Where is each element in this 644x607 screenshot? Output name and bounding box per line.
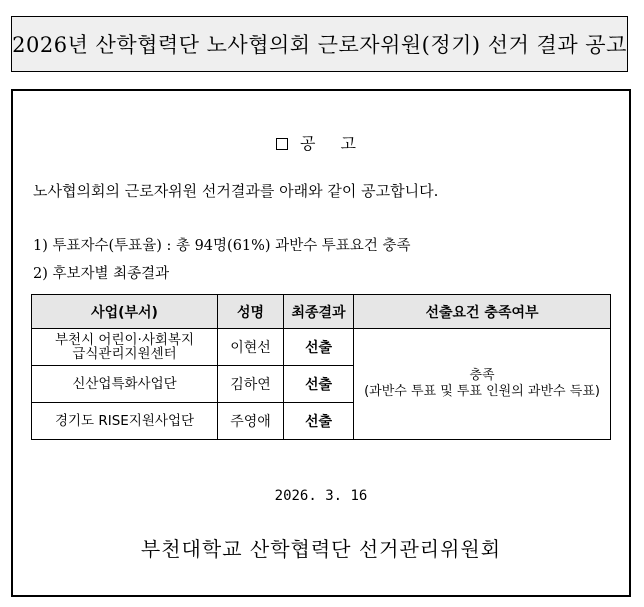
document-title: 2026년 산학협력단 노사협의회 근로자위원(정기) 선거 결과 공고 [12,33,627,57]
requirement-detail: (과반수 투표 및 투표 인원의 과반수 득표) [364,384,600,399]
committee-name: 부천대학교 산학협력단 선거관리위원회 [140,537,502,561]
result-cell: 선출 [284,403,354,440]
notice-heading [13,131,629,154]
header-name: 성명 [218,295,284,329]
title-box [11,16,628,72]
requirement-cell [354,329,611,440]
turnout-item: 1) 투표자수(투표율) : 총 94명(61%) 과반수 투표요건 충족 [33,238,411,254]
table-row [32,329,611,366]
table-header-row [32,295,611,329]
notice-intro: 노사협의회의 근로자위원 선거결과를 아래와 같이 공고합니다. [33,182,439,200]
name-cell: 이현선 [218,329,284,366]
notice-heading-text: 공 고 [300,134,366,153]
header-requirement: 선출요건 충족여부 [354,295,611,329]
department-cell [32,329,218,366]
name-cell: 주영애 [218,403,284,440]
department-cell: 경기도 RISE지원사업단 [32,403,218,440]
notice-box [11,89,631,597]
name-cell: 김하연 [218,366,284,403]
department-line: 급식관리지원센터 [72,346,177,362]
header-department: 사업(부서) [32,295,218,329]
department-line: 부천시 어린이·사회복지 [55,332,194,348]
header-result: 최종결과 [284,295,354,329]
results-table [31,294,611,440]
notice-date: 2026. 3. 16 [274,488,368,504]
results-item: 2) 후보자별 최종결과 [33,266,170,282]
requirement-status: 충족 [469,368,495,383]
department-cell: 신산업특화사업단 [32,366,218,403]
square-bullet-icon [276,138,288,150]
result-cell: 선출 [284,366,354,403]
result-cell: 선출 [284,329,354,366]
